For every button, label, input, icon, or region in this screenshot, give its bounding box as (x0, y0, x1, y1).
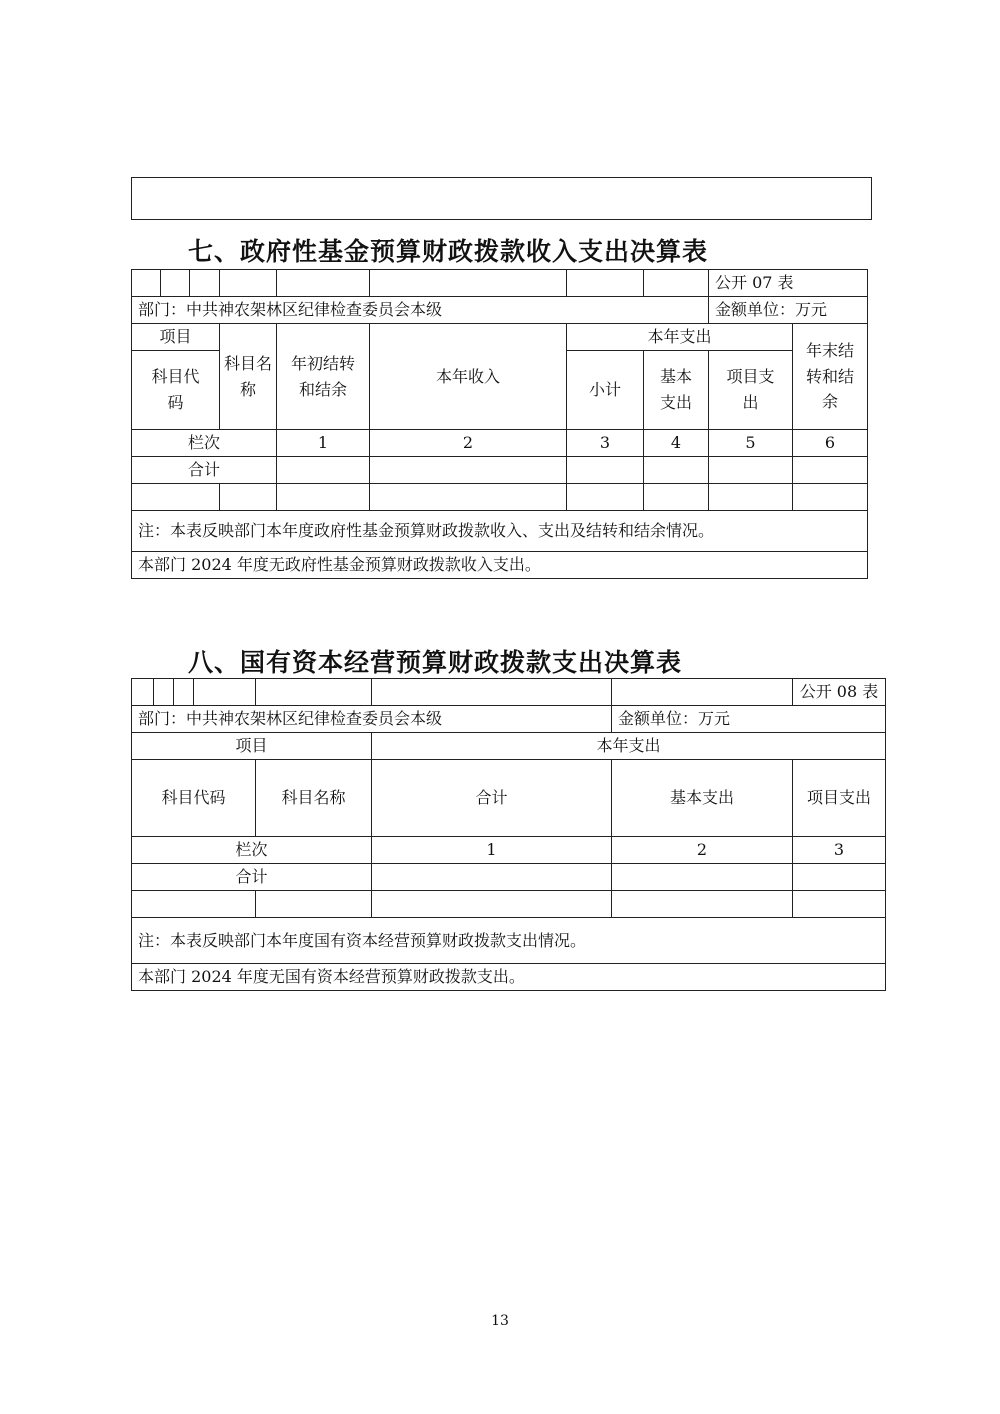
table-row (132, 964, 886, 991)
department-label: 部门：中共神农架林区纪律检查委员会本级 (132, 706, 612, 733)
header-project: 项目 (132, 733, 372, 760)
col-number: 2 (612, 837, 793, 864)
table-row (132, 891, 886, 918)
header-expenditure: 本年支出 (372, 733, 886, 760)
row-column-label: 栏次 (132, 837, 372, 864)
col-number: 3 (567, 430, 644, 457)
page-number: 13 (491, 1313, 509, 1329)
table-row (132, 837, 886, 864)
table-row (132, 552, 868, 579)
col-number: 2 (370, 430, 567, 457)
col-number: 5 (709, 430, 793, 457)
row-total-label: 合计 (132, 457, 277, 484)
header-code: 科目代码 (132, 760, 256, 837)
header-begin-balance: 年初结转和结余 (277, 324, 370, 430)
table-row (132, 918, 886, 964)
header-code: 科目代码 (132, 351, 220, 430)
unit-label: 金额单位：万元 (612, 706, 886, 733)
header-basic: 基本支出 (644, 351, 709, 430)
table-row (132, 430, 868, 457)
section8-table (131, 678, 886, 991)
table-row (132, 864, 886, 891)
header-expenditure: 本年支出 (567, 324, 793, 351)
department-label: 部门：中共神农架林区纪律检查委员会本级 (132, 297, 709, 324)
header-name: 科目名称 (256, 760, 372, 837)
col-number: 1 (372, 837, 612, 864)
table-row (132, 297, 868, 324)
header-total: 合计 (372, 760, 612, 837)
header-project-expend: 项目支出 (793, 760, 886, 837)
col-number: 1 (277, 430, 370, 457)
table-row (132, 679, 886, 706)
table-statement: 本部门 2024 年度无国有资本经营预算财政拨款支出。 (132, 964, 886, 991)
table-note: 注：本表反映部门本年度政府性基金预算财政拨款收入、支出及结转和结余情况。 (132, 511, 868, 552)
header-project: 项目 (132, 324, 220, 351)
header-basic: 基本支出 (612, 760, 793, 837)
col-number: 3 (793, 837, 886, 864)
row-total-label: 合计 (132, 864, 372, 891)
table-row (132, 760, 886, 837)
col-number: 6 (793, 430, 868, 457)
table-row (132, 511, 868, 552)
section8-title: 八、国有资本经营预算财政拨款支出决算表 (188, 648, 683, 677)
table-row (132, 706, 886, 733)
header-subtotal: 小计 (567, 351, 644, 430)
table-id-label: 公开 08 表 (793, 679, 886, 706)
table-row (132, 484, 868, 511)
table-note: 注：本表反映部门本年度国有资本经营预算财政拨款支出情况。 (132, 918, 886, 964)
header-project-expend: 项目支出 (709, 351, 793, 430)
header-income: 本年收入 (370, 324, 567, 430)
table-id-label: 公开 07 表 (709, 270, 868, 297)
row-column-label: 栏次 (132, 430, 277, 457)
section7-title: 七、政府性基金预算财政拨款收入支出决算表 (188, 237, 709, 266)
section7-table (131, 269, 868, 579)
col-number: 4 (644, 430, 709, 457)
table-statement: 本部门 2024 年度无政府性基金预算财政拨款收入支出。 (132, 552, 868, 579)
table-row (132, 733, 886, 760)
empty-continuation-box (131, 177, 872, 220)
header-end-balance: 年末结转和结余 (793, 324, 868, 430)
table-row (132, 324, 868, 351)
table-row (132, 457, 868, 484)
table-row (132, 270, 868, 297)
unit-label: 金额单位：万元 (709, 297, 868, 324)
header-name: 科目名称 (220, 324, 277, 430)
